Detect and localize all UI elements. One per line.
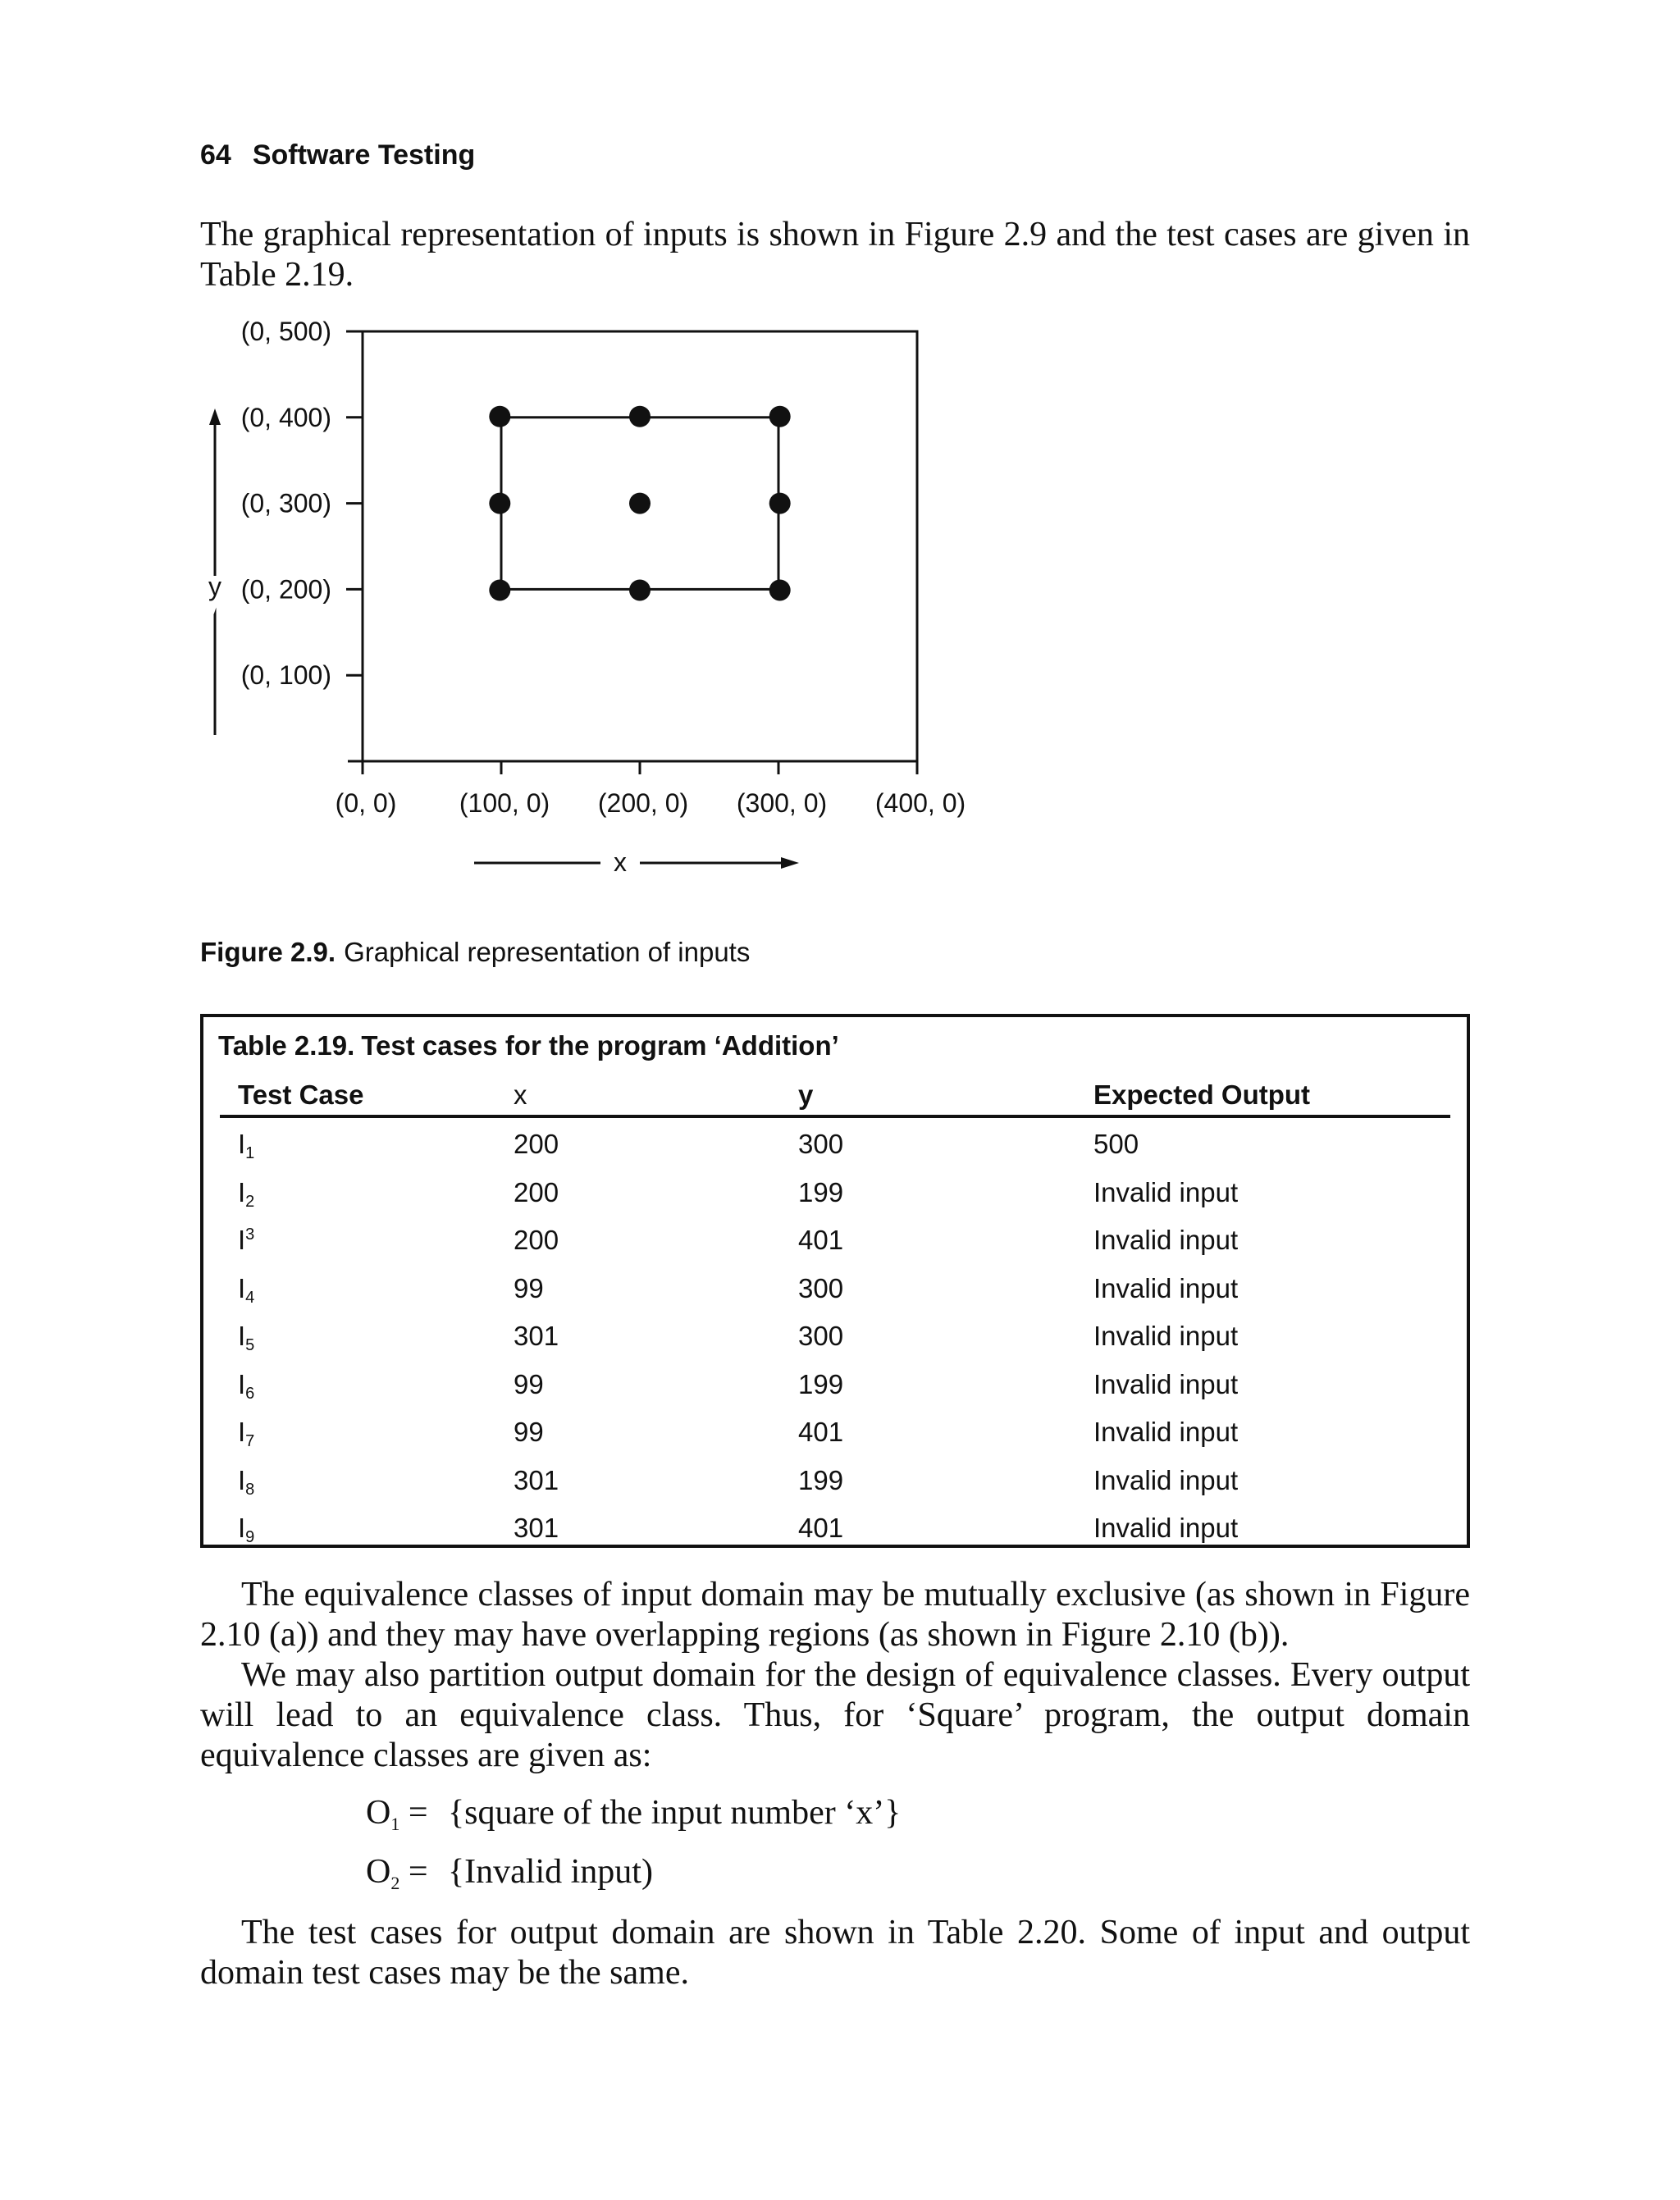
equation-op: = (408, 1794, 428, 1832)
x-axis-label: x (614, 847, 627, 877)
table-title-text: Test cases for the program ‘Addition’ (361, 1030, 839, 1061)
test-case-letter: I (238, 1513, 246, 1543)
x-tick-label: (0, 0) (335, 788, 397, 818)
header-y: y (798, 1079, 814, 1110)
running-title: Software Testing (252, 139, 476, 171)
paragraph-test-cases: The test cases for output domain are shown in Table 2.20. Some of input and output domain test cases may be the same. (200, 1914, 1470, 1992)
input-point (769, 493, 791, 514)
test-case-letter: I (238, 1129, 246, 1159)
cell-y: 199 (798, 1176, 844, 1207)
input-point (629, 406, 651, 427)
figure-caption-label: Figure 2.9. (200, 937, 336, 967)
cell-out: Invalid input (1093, 1225, 1239, 1255)
equation-op: = (408, 1853, 428, 1891)
cell-x: 301 (514, 1464, 559, 1495)
x-tick-label: (100, 0) (459, 788, 550, 818)
test-case-letter: I (238, 1464, 246, 1495)
intro-paragraph: The graphical representation of inputs is shown in Figure 2.9 and the test cases are given in Table 2.19. (200, 216, 1470, 294)
cell-y: 300 (798, 1272, 844, 1303)
test-case-index: 8 (245, 1480, 255, 1499)
test-case-letter: I (238, 1368, 246, 1399)
cell-x: 200 (514, 1225, 559, 1255)
test-case-id (238, 1513, 254, 1547)
equation-rhs: {square of the input number ‘x’} (448, 1794, 902, 1832)
cell-x: 301 (514, 1513, 559, 1543)
page-number: 64 (200, 139, 231, 171)
test-case-id (238, 1417, 254, 1451)
test-case-index: 1 (245, 1144, 255, 1162)
test-case-index: 6 (245, 1384, 255, 1403)
cell-x: 99 (514, 1417, 544, 1447)
y-tick-label: (0, 200) (240, 574, 331, 605)
figure-graph (0, 0, 1680, 927)
test-case-index: 9 (245, 1528, 255, 1546)
cell-out: Invalid input (1093, 1176, 1239, 1207)
test-case-letter: I (238, 1417, 246, 1447)
table-header-rule (220, 1115, 1450, 1118)
cell-out: Invalid input (1093, 1513, 1239, 1543)
test-case-index: 7 (245, 1432, 255, 1450)
paragraph-equivalence-classes: The equivalence classes of input domain may be mutually exclusive (as shown in Figure 2.10 (a)) and they may have overlapping regions (as shown in Figure 2.10 (b)). (200, 1576, 1470, 1654)
equation-index: 1 (390, 1814, 400, 1834)
x-tick-label: (200, 0) (597, 788, 689, 818)
table-title (218, 1030, 846, 1061)
paragraph-output-domain: We may also partition output domain for the design of equivalence classes. Every output will lead to an equivalence class. Thus, for ‘Square’ program, the output domain equivalence classes are given as: (200, 1656, 1470, 1774)
cell-out: 500 (1093, 1129, 1139, 1159)
header-x: x (514, 1079, 527, 1110)
test-case-index: 5 (245, 1336, 255, 1354)
equation-o2 (366, 1852, 653, 1894)
test-case-index: 2 (245, 1192, 255, 1211)
test-case-index: 4 (245, 1288, 255, 1307)
test-case-id (238, 1129, 254, 1163)
cell-out: Invalid input (1093, 1368, 1239, 1399)
equation-index: 2 (390, 1873, 400, 1893)
outer-domain-rect (363, 331, 917, 761)
cell-y: 401 (798, 1513, 844, 1543)
test-case-letter: I (238, 1321, 246, 1351)
cell-x: 99 (514, 1272, 544, 1303)
cell-out: Invalid input (1093, 1272, 1239, 1303)
cell-out: Invalid input (1093, 1321, 1239, 1351)
cell-out: Invalid input (1093, 1464, 1239, 1495)
figure-caption (200, 937, 750, 968)
test-case-id (238, 1273, 254, 1308)
cell-y: 199 (798, 1464, 844, 1495)
test-case-letter: I (238, 1272, 246, 1303)
y-axis-arrowhead (209, 409, 221, 425)
test-case-id (238, 1465, 254, 1499)
cell-x: 99 (514, 1368, 544, 1399)
input-point (489, 493, 510, 514)
cell-x: 200 (514, 1176, 559, 1207)
input-point (629, 579, 651, 600)
test-case-letter: I (238, 1176, 246, 1207)
equation-rhs: {Invalid input) (448, 1853, 653, 1891)
y-tick-label: (0, 300) (240, 488, 331, 518)
test-case-letter: I (238, 1225, 246, 1255)
equation-symbol: O (366, 1853, 391, 1891)
y-tick-label: (0, 100) (240, 660, 331, 691)
test-case-id (238, 1225, 254, 1256)
header-test-case: Test Case (238, 1079, 364, 1110)
cell-y: 199 (798, 1368, 844, 1399)
cell-y: 300 (798, 1321, 844, 1351)
cell-y: 300 (798, 1129, 844, 1159)
figure-caption-text: Graphical representation of inputs (344, 937, 751, 967)
x-tick-label: (400, 0) (874, 788, 966, 818)
cell-y: 401 (798, 1417, 844, 1447)
test-case-id (238, 1321, 254, 1355)
cell-x: 301 (514, 1321, 559, 1351)
y-tick-label: (0, 400) (240, 402, 331, 432)
test-case-id (238, 1177, 254, 1212)
input-point (489, 406, 510, 427)
test-case-id (238, 1369, 254, 1404)
cell-y: 401 (798, 1225, 844, 1255)
input-point (769, 579, 791, 600)
x-tick-label: (300, 0) (736, 788, 828, 818)
test-case-index: 3 (245, 1226, 255, 1244)
x-axis-arrowhead (781, 857, 799, 869)
equation-symbol: O (366, 1794, 391, 1832)
cell-x: 200 (514, 1129, 559, 1159)
input-point (769, 406, 791, 427)
table-title-label: Table 2.19. (218, 1030, 355, 1061)
equation-o1 (366, 1793, 901, 1835)
cell-out: Invalid input (1093, 1417, 1239, 1447)
header-expected-output: Expected Output (1093, 1079, 1311, 1110)
y-tick-label: (0, 500) (240, 317, 331, 346)
y-axis-label: y (208, 572, 221, 601)
input-point (489, 579, 510, 600)
input-point (629, 493, 651, 514)
